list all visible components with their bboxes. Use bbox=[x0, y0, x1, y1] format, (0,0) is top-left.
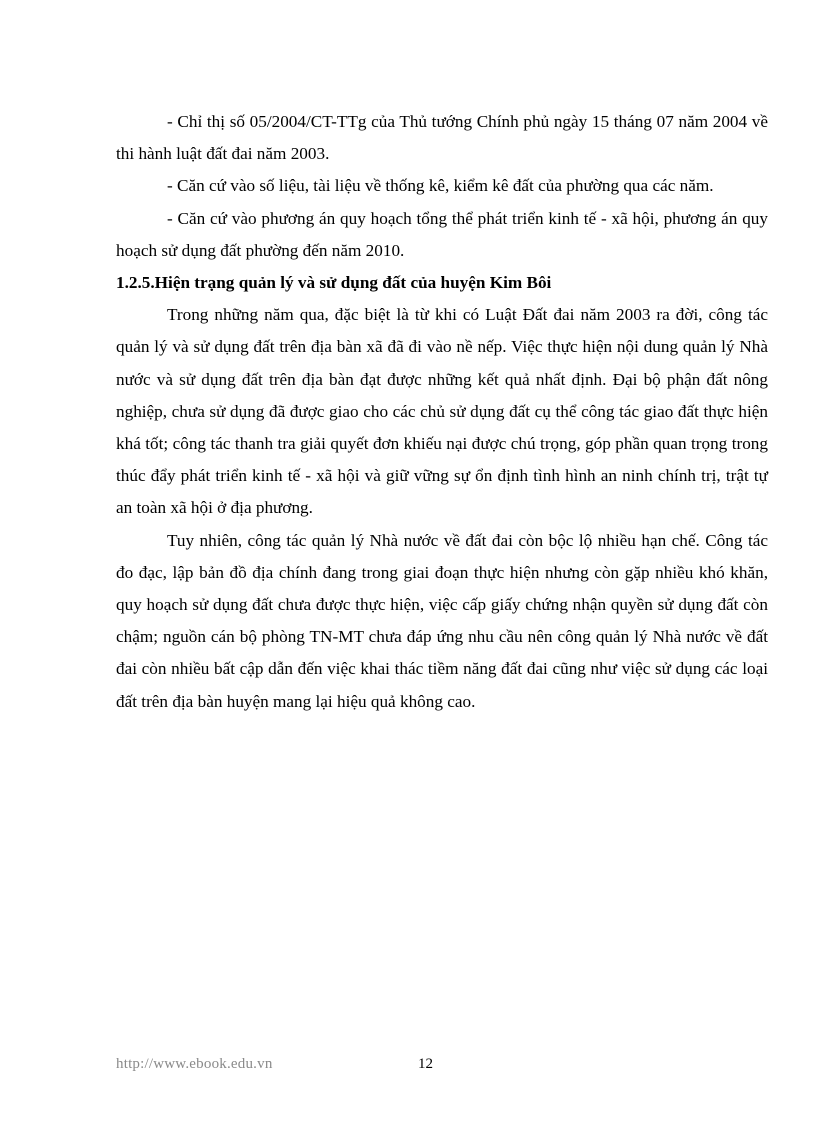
page-number: 12 bbox=[418, 1056, 433, 1072]
paragraph-achievements: Trong những năm qua, đặc biệt là từ khi có Luật Đất đai năm 2003 ra đời, công tác quản lý và sử dụng đất trên địa bàn xã đã đi vào nề nếp. Việc thực hiện nội dung quản lý Nhà nước và sử dụng đất trên địa bàn đạt được những kết quả nhất định. Đại bộ phận đất nông nghiệp, chưa sử dụng đã được giao cho các chủ sử dụng đất cụ thể công tác giao đất thực hiện khá tốt; công tác thanh tra giải quyết đơn khiếu nại được chú trọng, góp phần quan trọng trong thúc đẩy phát triển kinh tế - xã hội và giữ vững sự ổn định tình hình an ninh chính trị, trật tự an toàn xã hội ở địa phương. bbox=[116, 305, 768, 518]
paragraph-directive: - Chỉ thị số 05/2004/CT-TTg của Thủ tướng Chính phủ ngày 15 tháng 07 năm 2004 về thi hành luật đất đai năm 2003. bbox=[116, 112, 768, 164]
paragraph-master-plan: - Căn cứ vào phương án quy hoạch tổng thể phát triển kinh tế - xã hội, phương án quy hoạch sử dụng đất phường đến năm 2010. bbox=[116, 208, 768, 260]
paragraph-limitations: Tuy nhiên, công tác quản lý Nhà nước về đất đai còn bộc lộ nhiều hạn chế. Công tác đo đạc, lập bản đồ địa chính đang trong giai đoạn thực hiện nhưng còn gặp nhiều khó khăn, quy hoạch sử dụng đất chưa được thực hiện, việc cấp giấy chứng nhận quyền sử dụng đất còn chậm; nguồn cán bộ phòng TN-MT chưa đáp ứng nhu cầu nên công quản lý Nhà nước về đất đai còn nhiều bất cập dẫn đến việc khai thác tiềm năng đất đai cũng như việc sử dụng các loại đất trên địa bàn huyện mang lại hiệu quả không cao. bbox=[116, 530, 768, 711]
footer-url: http://www.ebook.edu.vn bbox=[116, 1056, 273, 1072]
paragraph-statistics: - Căn cứ vào số liệu, tài liệu về thống kê, kiểm kê đất của phường qua các năm. bbox=[167, 176, 714, 196]
document-body bbox=[116, 106, 768, 718]
section-heading: 1.2.5.Hiện trạng quản lý và sử dụng đất của huyện Kim Bôi bbox=[116, 273, 552, 293]
